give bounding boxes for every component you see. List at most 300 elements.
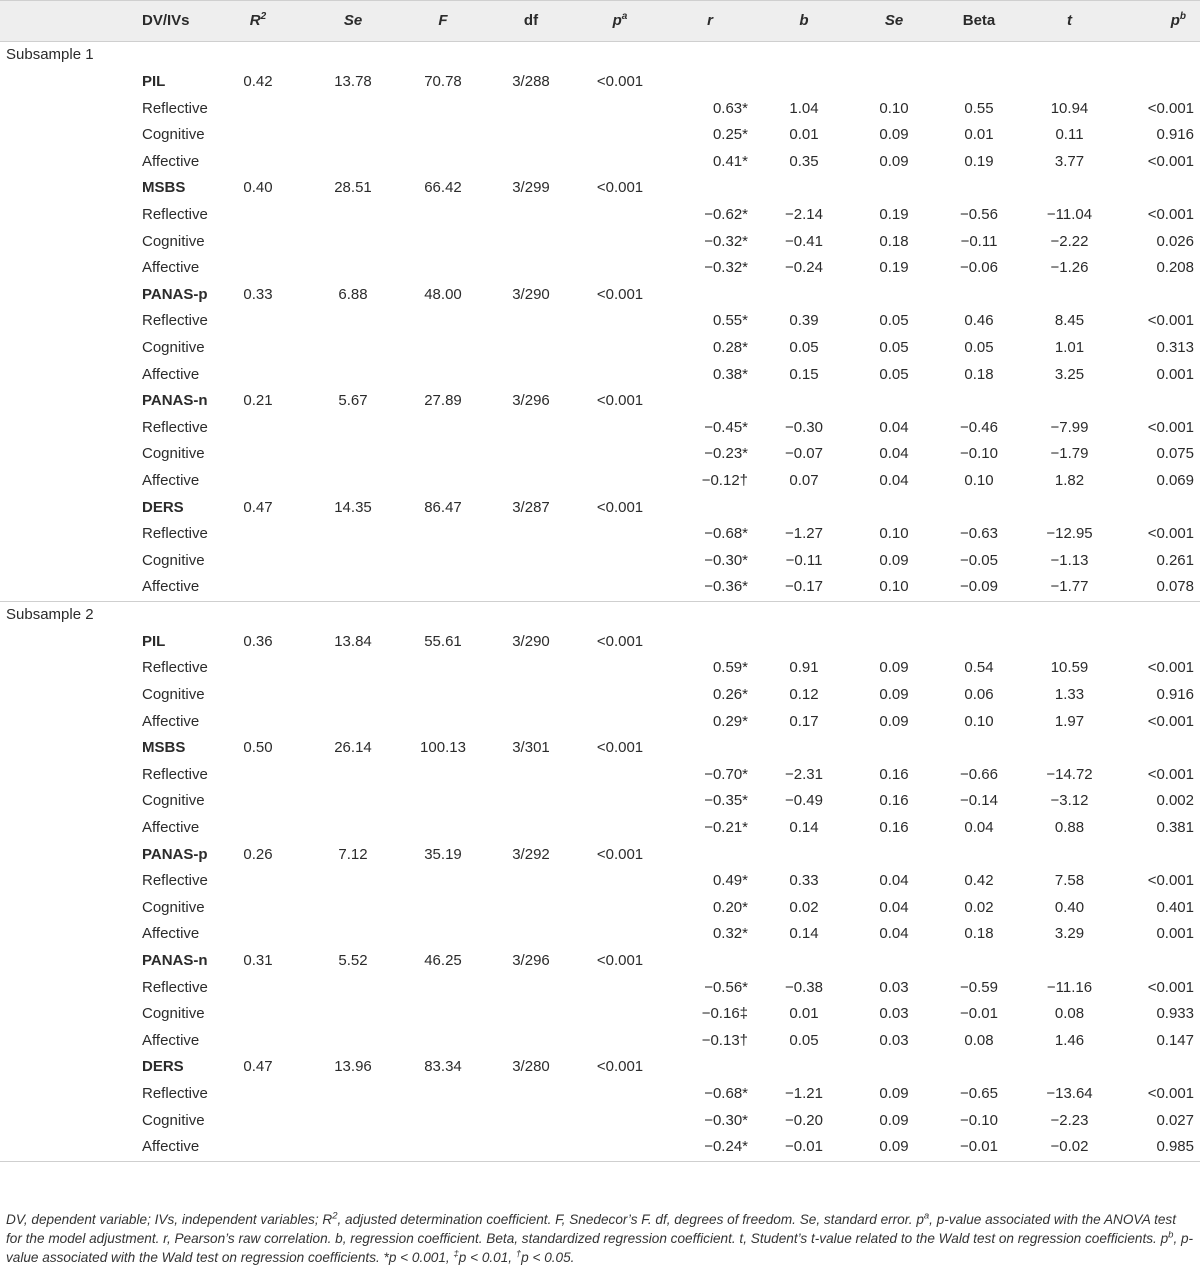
empty-cell — [486, 574, 576, 601]
empty-cell — [306, 1001, 400, 1028]
dv-name: PANAS-n — [142, 952, 208, 969]
iv-r: −0.45* — [704, 418, 748, 436]
empty-cell — [486, 308, 576, 335]
iv-beta: −0.46 — [960, 418, 998, 436]
iv-beta: −0.56 — [960, 205, 998, 223]
iv-row — [0, 308, 1200, 335]
iv-t: −1.79 — [1050, 445, 1089, 463]
empty-cell — [576, 574, 664, 601]
iv-se: 0.10 — [879, 99, 909, 117]
empty-cell — [400, 975, 486, 1002]
iv-beta: −0.66 — [960, 765, 998, 783]
iv-b: −0.11 — [785, 551, 823, 569]
subsample-row — [0, 601, 1200, 629]
empty-cell — [306, 202, 400, 229]
empty-cell — [486, 895, 576, 922]
empty-cell — [210, 788, 306, 815]
iv-b: −0.20 — [785, 1111, 823, 1129]
iv-b: 0.91 — [789, 659, 819, 677]
iv-t: −2.23 — [1050, 1111, 1089, 1129]
empty-cell — [486, 521, 576, 548]
empty-cell — [400, 255, 486, 282]
header-r: r — [664, 1, 756, 42]
empty-cell — [664, 388, 756, 415]
dv-row — [0, 735, 1200, 762]
empty-cell — [1117, 629, 1200, 656]
dv-r2: 0.47 — [243, 1058, 273, 1076]
iv-p: 0.069 — [1156, 471, 1194, 489]
dv-se: 26.14 — [334, 739, 372, 757]
empty-cell — [400, 709, 486, 736]
iv-p: 0.985 — [1117, 1134, 1200, 1161]
iv-name: Affective — [0, 1134, 210, 1161]
dv-f: 70.78 — [424, 73, 462, 90]
iv-se: 0.09 — [879, 659, 909, 677]
empty-cell — [486, 682, 576, 709]
dv-se: 13.96 — [334, 1058, 372, 1076]
empty-cell — [1022, 842, 1117, 869]
iv-name: Reflective — [142, 418, 208, 436]
empty-cell — [852, 388, 936, 415]
empty-cell — [306, 548, 400, 575]
empty-cell — [210, 601, 306, 629]
empty-cell — [664, 282, 756, 309]
iv-b: −2.14 — [785, 205, 823, 223]
empty-cell — [306, 895, 400, 922]
dv-r2: 0.33 — [243, 285, 273, 303]
dv-df: 3/288 — [512, 73, 550, 90]
empty-cell — [400, 441, 486, 468]
dv-p: <0.001 — [596, 498, 644, 516]
empty-cell — [306, 655, 400, 682]
iv-r: −0.68* — [704, 1084, 748, 1102]
iv-b: −0.01 — [756, 1134, 852, 1161]
iv-p: 0.916 — [1156, 686, 1194, 704]
empty-cell — [576, 1001, 664, 1028]
iv-b: −1.27 — [785, 525, 823, 543]
iv-t: −13.64 — [1046, 1084, 1093, 1102]
dv-r2: 0.42 — [243, 73, 273, 90]
dv-p: <0.001 — [596, 632, 644, 650]
iv-t: 3.77 — [1054, 152, 1085, 170]
empty-cell — [210, 42, 306, 70]
iv-p: 0.381 — [1156, 819, 1194, 837]
empty-cell — [306, 762, 400, 789]
empty-cell — [756, 735, 852, 762]
empty-cell — [306, 601, 400, 629]
dv-f: 66.42 — [424, 179, 462, 197]
iv-se: 0.04 — [879, 418, 909, 436]
empty-cell — [486, 1081, 576, 1108]
dv-se: 5.67 — [338, 392, 368, 410]
empty-cell — [576, 96, 664, 123]
dv-row — [0, 282, 1200, 309]
dv-f: 55.61 — [424, 632, 462, 650]
iv-r: −0.36* — [704, 578, 748, 596]
dv-df: 3/296 — [512, 392, 550, 410]
empty-cell — [400, 682, 486, 709]
iv-row — [0, 229, 1200, 256]
iv-b: 0.15 — [789, 365, 819, 383]
empty-cell — [1022, 69, 1117, 96]
iv-t: −7.99 — [1050, 418, 1089, 436]
iv-r: −0.70* — [704, 765, 748, 783]
iv-name: Affective — [142, 1031, 200, 1049]
iv-b: 1.04 — [789, 99, 819, 117]
empty-cell — [756, 175, 852, 202]
subsample-label: Subsample 1 — [6, 46, 94, 64]
iv-t: −14.72 — [1046, 765, 1093, 783]
iv-p: <0.001 — [1147, 765, 1194, 783]
iv-t: 7.58 — [1054, 872, 1085, 890]
dv-name: PANAS-p — [142, 285, 208, 303]
iv-r: 0.29* — [712, 712, 748, 730]
empty-cell — [1022, 601, 1117, 629]
iv-b: 0.02 — [789, 898, 819, 916]
iv-b: 0.05 — [789, 338, 819, 356]
iv-t: −11.16 — [1046, 978, 1093, 996]
iv-row — [0, 441, 1200, 468]
iv-t: −2.22 — [1050, 232, 1089, 250]
dv-f: 100.13 — [420, 739, 466, 757]
iv-r: −0.32* — [704, 259, 748, 277]
empty-cell — [306, 1134, 400, 1161]
iv-name: Affective — [142, 819, 200, 837]
dv-name: DERS — [142, 498, 184, 516]
dv-df: 3/299 — [512, 179, 550, 197]
iv-row — [0, 815, 1200, 842]
iv-r: 0.41* — [712, 152, 748, 170]
empty-cell — [306, 42, 400, 70]
iv-beta: 0.10 — [964, 471, 994, 489]
empty-cell — [936, 629, 1022, 656]
empty-cell — [486, 468, 576, 495]
empty-cell — [852, 69, 936, 96]
dv-name: MSBS — [142, 179, 186, 197]
empty-cell — [400, 868, 486, 895]
iv-row — [0, 682, 1200, 709]
empty-cell — [210, 574, 306, 601]
empty-cell — [400, 1081, 486, 1108]
empty-cell — [306, 975, 400, 1002]
empty-cell — [306, 1028, 400, 1055]
empty-cell — [852, 842, 936, 869]
iv-se: 0.05 — [879, 312, 909, 330]
empty-cell — [1117, 175, 1200, 202]
iv-b: 0.14 — [789, 925, 819, 943]
dv-se: 7.12 — [338, 845, 368, 863]
iv-name: Cognitive — [142, 232, 205, 250]
iv-se: 0.19 — [879, 205, 909, 223]
iv-beta: −0.05 — [960, 551, 998, 569]
iv-b: −0.07 — [785, 445, 823, 463]
empty-cell — [576, 921, 664, 948]
empty-cell — [1117, 282, 1200, 309]
iv-row — [0, 1108, 1200, 1135]
iv-p: <0.001 — [1147, 872, 1194, 890]
empty-cell — [756, 1054, 852, 1081]
iv-b: −0.30 — [785, 418, 823, 436]
iv-se: 0.05 — [879, 338, 909, 356]
dv-f: 27.89 — [424, 392, 462, 410]
iv-beta: 0.02 — [964, 898, 994, 916]
iv-p: 0.078 — [1156, 578, 1194, 596]
empty-cell — [486, 868, 576, 895]
empty-cell — [486, 709, 576, 736]
iv-b: 0.01 — [789, 1005, 819, 1023]
dv-f: 86.47 — [424, 498, 462, 516]
iv-r: 0.49* — [712, 872, 748, 890]
iv-row — [0, 788, 1200, 815]
empty-cell — [210, 1108, 306, 1135]
empty-cell — [1117, 735, 1200, 762]
iv-name: Cognitive — [142, 1111, 205, 1129]
empty-cell — [936, 1054, 1022, 1081]
empty-cell — [576, 548, 664, 575]
iv-se: 0.09 — [879, 152, 909, 170]
iv-t: −1.26 — [1050, 259, 1089, 277]
empty-cell — [210, 122, 306, 149]
empty-cell — [486, 96, 576, 123]
iv-se: 0.18 — [879, 232, 909, 250]
iv-name: Cognitive — [142, 126, 205, 144]
iv-row — [0, 202, 1200, 229]
empty-cell — [852, 629, 936, 656]
empty-cell — [486, 1134, 576, 1161]
iv-beta: 0.46 — [964, 312, 994, 330]
dv-df: 3/287 — [512, 498, 550, 516]
iv-name: Reflective — [142, 525, 208, 543]
iv-name: Affective — [142, 712, 200, 730]
dv-se: 5.52 — [338, 952, 368, 969]
empty-cell — [852, 495, 936, 522]
empty-cell — [400, 1028, 486, 1055]
empty-cell — [576, 42, 664, 70]
empty-cell — [306, 682, 400, 709]
header-t: t — [1022, 1, 1117, 42]
dv-f: 46.25 — [424, 952, 462, 969]
iv-p: 0.075 — [1156, 445, 1194, 463]
empty-cell — [400, 42, 486, 70]
empty-cell — [1022, 629, 1117, 656]
iv-row — [0, 521, 1200, 548]
empty-cell — [756, 282, 852, 309]
iv-se: 0.09 — [879, 1084, 909, 1102]
empty-cell — [576, 1028, 664, 1055]
iv-p: 0.001 — [1156, 365, 1194, 383]
iv-row — [0, 362, 1200, 389]
empty-cell — [852, 175, 936, 202]
empty-cell — [1117, 495, 1200, 522]
iv-b: −2.31 — [785, 765, 823, 783]
iv-row — [0, 96, 1200, 123]
iv-beta: −0.10 — [960, 445, 998, 463]
iv-p: 0.208 — [1156, 259, 1194, 277]
empty-cell — [756, 69, 852, 96]
empty-cell — [1022, 175, 1117, 202]
iv-se: 0.10 — [879, 578, 909, 596]
empty-cell — [1117, 42, 1200, 70]
iv-beta: −0.14 — [960, 792, 998, 810]
empty-cell — [306, 229, 400, 256]
iv-row — [0, 335, 1200, 362]
empty-cell — [486, 655, 576, 682]
empty-cell — [936, 842, 1022, 869]
empty-cell — [306, 415, 400, 442]
empty-cell — [1117, 1054, 1200, 1081]
iv-b: −0.38 — [785, 978, 823, 996]
dv-name: DERS — [142, 1058, 184, 1076]
empty-cell — [852, 1054, 936, 1081]
iv-name: Reflective — [142, 99, 208, 117]
iv-row — [0, 895, 1200, 922]
empty-cell — [400, 202, 486, 229]
iv-name: Reflective — [142, 312, 208, 330]
dv-p: <0.001 — [596, 739, 644, 757]
empty-cell — [576, 441, 664, 468]
dv-se: 13.78 — [334, 73, 372, 90]
iv-r: −0.13† — [701, 1031, 748, 1049]
empty-cell — [400, 468, 486, 495]
header-pa: $p^a$ — [576, 1, 664, 42]
dv-row — [0, 1054, 1200, 1081]
iv-b: 0.01 — [789, 126, 819, 144]
empty-cell — [306, 441, 400, 468]
iv-beta: 0.19 — [964, 152, 994, 170]
iv-se: 0.04 — [879, 925, 909, 943]
iv-row — [0, 655, 1200, 682]
dv-name: PIL — [142, 73, 166, 90]
iv-row — [0, 868, 1200, 895]
empty-cell — [210, 229, 306, 256]
iv-beta: 0.04 — [964, 819, 994, 837]
empty-cell — [576, 762, 664, 789]
iv-p: <0.001 — [1147, 99, 1194, 117]
empty-cell — [576, 868, 664, 895]
iv-r: −0.12† — [701, 471, 748, 489]
iv-b: −0.49 — [785, 792, 823, 810]
empty-cell — [936, 282, 1022, 309]
iv-p: <0.001 — [1147, 205, 1194, 223]
iv-t: 1.01 — [1054, 338, 1085, 356]
iv-p: <0.001 — [1147, 659, 1194, 677]
dv-p: <0.001 — [596, 952, 644, 969]
iv-r: −0.30* — [704, 1111, 748, 1129]
iv-row — [0, 709, 1200, 736]
dv-name: MSBS — [142, 739, 186, 757]
iv-p: <0.001 — [1147, 152, 1194, 170]
iv-se: 0.10 — [879, 525, 909, 543]
iv-p: 0.027 — [1156, 1111, 1194, 1129]
empty-cell — [664, 175, 756, 202]
empty-cell — [306, 1081, 400, 1108]
iv-beta: 0.54 — [964, 659, 994, 677]
iv-beta: 0.18 — [964, 925, 994, 943]
empty-cell — [400, 362, 486, 389]
iv-r: 0.59* — [712, 659, 748, 677]
empty-cell — [400, 335, 486, 362]
iv-name: Reflective — [142, 872, 208, 890]
dv-se: 28.51 — [334, 179, 372, 197]
iv-name: Affective — [142, 365, 200, 383]
iv-r: −0.16‡ — [701, 1005, 748, 1023]
empty-cell — [576, 229, 664, 256]
iv-r: 0.55* — [712, 312, 748, 330]
iv-t: −12.95 — [1046, 525, 1093, 543]
iv-se: 0.09 — [879, 686, 909, 704]
dv-p: <0.001 — [596, 73, 644, 90]
empty-cell — [576, 709, 664, 736]
iv-p: 0.002 — [1156, 792, 1194, 810]
iv-beta: 0.01 — [964, 126, 994, 144]
empty-cell — [486, 975, 576, 1002]
iv-b: 0.17 — [789, 712, 819, 730]
dv-row — [0, 842, 1200, 869]
empty-cell — [400, 1134, 486, 1161]
dv-p: <0.001 — [596, 179, 644, 197]
empty-cell — [576, 815, 664, 842]
dv-row — [0, 69, 1200, 96]
empty-cell — [306, 709, 400, 736]
header-df: df — [486, 1, 576, 42]
empty-cell — [306, 868, 400, 895]
header-beta: Beta — [936, 1, 1022, 42]
iv-row — [0, 468, 1200, 495]
iv-row — [0, 975, 1200, 1002]
empty-cell — [306, 574, 400, 601]
dv-se: 6.88 — [338, 285, 368, 303]
iv-t: 8.45 — [1054, 312, 1085, 330]
empty-cell — [852, 601, 936, 629]
iv-beta: −0.01 — [960, 1005, 998, 1023]
empty-cell — [210, 362, 306, 389]
iv-t: 0.08 — [1054, 1005, 1085, 1023]
empty-cell — [210, 1028, 306, 1055]
empty-cell — [306, 149, 400, 176]
iv-beta: −0.11 — [960, 232, 998, 250]
iv-beta: 0.42 — [964, 872, 994, 890]
subsample-label: Subsample 2 — [0, 601, 210, 629]
empty-cell — [486, 441, 576, 468]
iv-t: −11.04 — [1046, 205, 1093, 223]
iv-se: 0.05 — [879, 365, 909, 383]
iv-p: 0.401 — [1156, 898, 1194, 916]
empty-cell — [1022, 948, 1117, 975]
empty-cell — [664, 842, 756, 869]
iv-name: Reflective — [142, 978, 208, 996]
empty-cell — [936, 388, 1022, 415]
empty-cell — [576, 149, 664, 176]
table-body — [0, 42, 1200, 1162]
iv-t: 1.33 — [1054, 686, 1085, 704]
empty-cell — [486, 229, 576, 256]
iv-p: 0.933 — [1156, 1005, 1194, 1023]
empty-cell — [210, 682, 306, 709]
iv-row — [0, 921, 1200, 948]
iv-row — [0, 1028, 1200, 1055]
empty-cell — [486, 548, 576, 575]
iv-t: 0.40 — [1054, 898, 1085, 916]
empty-cell — [756, 948, 852, 975]
empty-cell — [486, 815, 576, 842]
empty-cell — [756, 495, 852, 522]
empty-cell — [576, 362, 664, 389]
iv-r: 0.26* — [712, 686, 748, 704]
empty-cell — [306, 122, 400, 149]
iv-p: 0.026 — [1156, 232, 1194, 250]
empty-cell — [400, 122, 486, 149]
iv-beta: −0.09 — [960, 578, 998, 596]
